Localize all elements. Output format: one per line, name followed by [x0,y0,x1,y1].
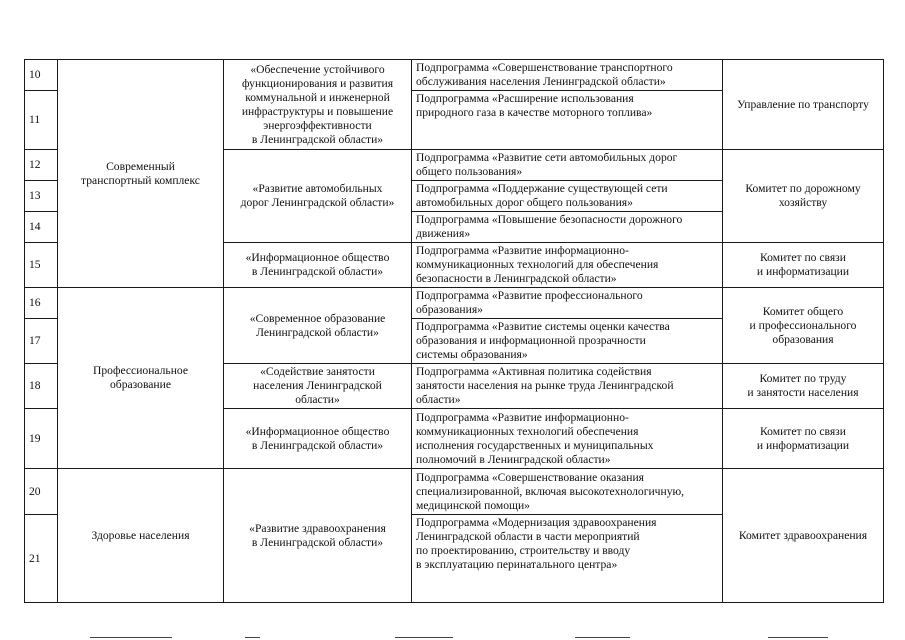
row-number: 13 [25,181,58,212]
subprogram-cell: Подпрограмма «Развитие системы оценки качества образования и информационной прозрачности системы образования» [412,319,723,364]
program-cell: «Развитие здравоохранения в Ленинградской области» [224,469,412,603]
program-cell: «Информационное общество в Ленинградской области» [224,409,412,469]
executor-cell: Комитет здравоохранения [723,469,884,603]
table-row [25,288,884,319]
direction-cell: Профессиональное образование [58,288,224,469]
executor-cell: Комитет по связи и информатизации [723,409,884,469]
scan-line [395,637,453,638]
direction-cell: Современный транспортный комплекс [58,60,224,288]
program-cell: «Развитие автомобильных дорог Ленинградской области» [224,150,412,243]
row-number: 10 [25,60,58,91]
direction-cell: Здоровье населения [58,469,224,603]
subprogram-cell: Подпрограмма «Развитие сети автомобильных дорог общего пользования» [412,150,723,181]
subprogram-cell: Подпрограмма «Развитие профессионального образования» [412,288,723,319]
row-number: 15 [25,243,58,288]
row-number: 17 [25,319,58,364]
subprogram-cell: Подпрограмма «Модернизация здравоохранения Ленинградской области в части мероприятий по проектированию, строительству и вводу в эксплуатацию перинатального центра» [412,515,723,603]
scan-artifacts [0,632,905,640]
subprogram-cell: Подпрограмма «Повышение безопасности дорожного движения» [412,212,723,243]
scan-line [90,637,172,638]
row-number: 16 [25,288,58,319]
programs-table [24,59,884,603]
scan-line [575,637,630,638]
row-number: 19 [25,409,58,469]
program-cell: «Обеспечение устойчивого функционирования и развития коммунальной и инженерной инфраструктуры и повышение энергоэффективности в Ленинградской области» [224,60,412,150]
row-number: 18 [25,364,58,409]
subprogram-cell: Подпрограмма «Совершенствование транспортного обслуживания населения Ленинградской области» [412,60,723,91]
row-number: 21 [25,515,58,603]
table-row [25,469,884,515]
subprogram-cell: Подпрограмма «Поддержание существующей сети автомобильных дорог общего пользования» [412,181,723,212]
subprogram-cell: Подпрограмма «Совершенствование оказания специализированной, включая высокотехнологичную, медицинской помощи» [412,469,723,515]
subprogram-cell: Подпрограмма «Развитие информационно- коммуникационных технологий для обеспечения безопасности в Ленинградской области» [412,243,723,288]
row-number: 12 [25,150,58,181]
subprogram-cell: Подпрограмма «Развитие информационно- коммуникационных технологий обеспечения исполнения государственных и муниципальных полномочий в Ленинградской области» [412,409,723,469]
row-number: 11 [25,91,58,150]
executor-cell: Комитет по дорожному хозяйству [723,150,884,243]
executor-cell: Комитет по связи и информатизации [723,243,884,288]
program-cell: «Современное образование Ленинградской области» [224,288,412,364]
scan-line [768,637,828,638]
row-number: 14 [25,212,58,243]
subprogram-cell: Подпрограмма «Активная политика содействия занятости населения на рынке труда Ленинградской области» [412,364,723,409]
executor-cell: Комитет общего и профессионального образования [723,288,884,364]
executor-cell: Управление по транспорту [723,60,884,150]
scan-line [245,637,260,638]
program-cell: «Информационное общество в Ленинградской области» [224,243,412,288]
subprogram-cell: Подпрограмма «Расширение использования природного газа в качестве моторного топлива» [412,91,723,150]
row-number: 20 [25,469,58,515]
table-row [25,60,884,91]
executor-cell: Комитет по труду и занятости населения [723,364,884,409]
program-cell: «Содействие занятости населения Ленинградской области» [224,364,412,409]
